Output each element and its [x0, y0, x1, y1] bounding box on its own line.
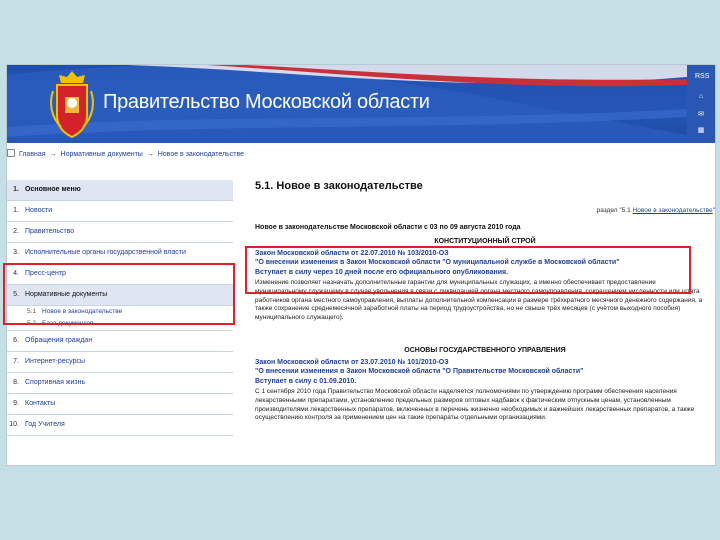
home-icon[interactable]: ⌂: [698, 93, 704, 100]
coat-of-arms-logo[interactable]: [47, 69, 97, 139]
menu-number: 7.: [13, 358, 19, 365]
menu-label: Основное меню: [25, 186, 81, 193]
section-heading-constitution: КОНСТИТУЦИОННЫЙ СТРОЙ: [434, 238, 536, 245]
highlight-box-law: [245, 246, 691, 294]
menu-label: Спортивная жизнь: [25, 379, 86, 386]
law-2-description: С 1 сентября 2010 года Правительство Московской области наделяется полномочиями по утверждению программ обеспечения населения лекарственными препаратами, установлению предельных размеров оптовых надбавок к фактическим отпускным ценам, установленным производителями лекарственных препаратов, включенных в перечень жизненно необходимых и важнейших лекарственных препаратов, а также осуществлению контроля за применением цен на такие препараты отдельными организациями.: [255, 388, 695, 422]
mail-icon[interactable]: ✉: [698, 111, 704, 118]
sidebar-item-internet-resources[interactable]: [7, 352, 233, 373]
sidebar-item-government[interactable]: [7, 222, 233, 243]
menu-label: Правительство: [25, 228, 75, 235]
highlight-box-sidebar: [3, 263, 235, 325]
breadcrumb-item-home[interactable]: Главная: [18, 151, 46, 158]
submenu-number: 5.1: [27, 308, 37, 315]
menu-number: 3.: [13, 249, 19, 256]
breadcrumb-item-new-legislation[interactable]: Новое в законодательстве: [157, 151, 245, 158]
header-icon-strip: [687, 65, 715, 143]
menu-label: Исполнительные органы государственной власти: [25, 249, 186, 256]
intro-heading: Новое в законодательстве Московской области с 03 по 09 августа 2010 года: [255, 224, 521, 231]
menu-label: Нормативные документы: [25, 291, 108, 298]
submenu-label: База документов: [42, 320, 94, 327]
law-2-subtitle[interactable]: "О внесении изменения в Закон Московской области "О Правительстве Московской области": [255, 368, 584, 375]
menu-label: Контакты: [25, 400, 56, 407]
menu-label: Пресс-центр: [25, 270, 66, 277]
menu-number: 10.: [9, 421, 19, 428]
menu-number: 2.: [13, 228, 19, 235]
law-1-title[interactable]: Закон Московской области от 22.07.2010 № 103/2010-ОЗ: [255, 250, 449, 257]
sidebar-menu-header: [7, 180, 233, 201]
menu-label: Год Учителя: [25, 421, 65, 428]
site-header-banner: [7, 65, 687, 143]
menu-label: Интернет-ресурсы: [25, 358, 86, 365]
rss-icon[interactable]: RSS: [695, 73, 710, 80]
breadcrumb-item-documents[interactable]: Нормативные документы: [60, 151, 143, 158]
sidebar-item-executive-bodies[interactable]: [7, 243, 233, 264]
menu-number: 8.: [13, 379, 19, 386]
law-1-effective: Вступает в силу через 10 дней после его официального опубликования.: [255, 269, 509, 276]
menu-number: 6.: [13, 337, 19, 344]
law-1-subtitle[interactable]: "О внесении изменения в Закон Московской области "О муниципальной службе в Московской области": [255, 259, 620, 266]
section-indicator: [597, 207, 715, 214]
law-2-title[interactable]: Закон Московской области от 23.07.2010 № 101/2010-ОЗ: [255, 359, 449, 366]
map-icon[interactable]: ▦: [697, 127, 705, 134]
menu-number: 4.: [13, 270, 19, 277]
breadcrumb-separator: →: [49, 151, 57, 158]
site-title: Правительство Московской области: [103, 91, 430, 113]
menu-label: Обращения граждан: [25, 337, 93, 344]
section-suffix: ": [712, 207, 715, 214]
section-link[interactable]: Новое в законодательстве: [632, 207, 713, 214]
submenu-label: Новое в законодательстве: [42, 308, 123, 315]
sidebar-item-news[interactable]: [7, 201, 233, 222]
submenu-number: 5.2: [27, 320, 37, 327]
breadcrumb: [7, 149, 246, 158]
menu-number: 5.: [13, 291, 19, 298]
law-2-effective: Вступает в силу с 01.09.2010.: [255, 378, 357, 385]
sidebar-item-contacts[interactable]: [7, 394, 233, 415]
page-title: 5.1. Новое в законодательстве: [255, 180, 423, 192]
menu-number: 1.: [13, 207, 19, 214]
section-heading-governance: ОСНОВЫ ГОСУДАРСТВЕННОГО УПРАВЛЕНИЯ: [404, 347, 566, 354]
menu-number: 1.: [13, 186, 19, 193]
menu-label: Новости: [25, 207, 53, 214]
sidebar-item-teacher-year[interactable]: [7, 415, 233, 436]
menu-number: 9.: [13, 400, 19, 407]
breadcrumb-separator: →: [146, 151, 154, 158]
breadcrumb-home-icon[interactable]: [7, 149, 15, 157]
section-prefix: раздел "5.1: [596, 207, 631, 214]
sidebar-item-sports-life[interactable]: [7, 373, 233, 394]
law-1-description: Изменение позволяет назначать дополнительные гарантии для муниципальных служащих, а именно обеспечивает предоставление муниципальному служащему в случае увольнения в связи с ликвидацией органа местного самоуправления, сокращением численности или штата работников органа местного самоуправления, выплаты дополнительной компенсации в размере трёхкратного месячного денежного содержания, а также сохранение среднемесячной заработной платы на период трудоустройства, но не свыше трёх месяцев (с учётом выходного пособия) муниципального служащего).: [255, 279, 703, 322]
sidebar-item-citizen-appeals[interactable]: [7, 330, 233, 352]
